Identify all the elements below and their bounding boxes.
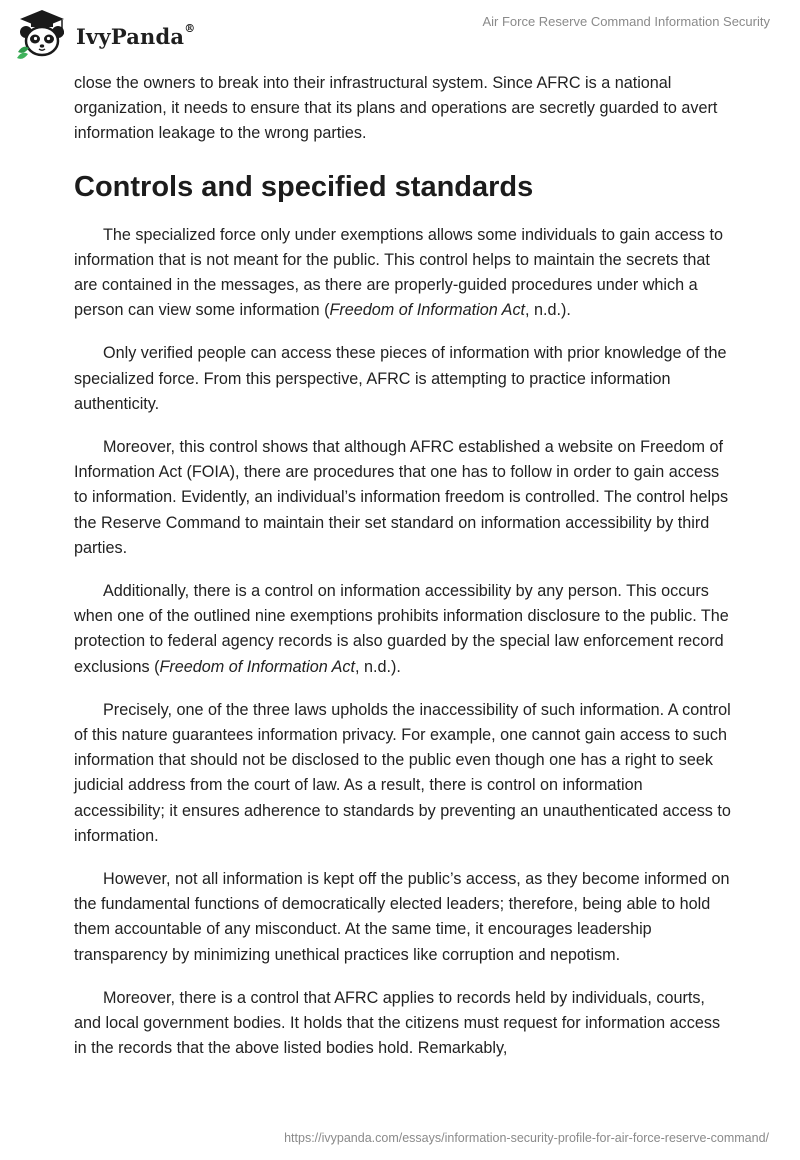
panda-graduate-icon — [14, 8, 70, 60]
brand-name: IvyPanda® — [76, 21, 196, 49]
ivypanda-logo[interactable] — [14, 8, 195, 60]
document-title: Air Force Reserve Command Information Security — [482, 14, 770, 29]
citation: Freedom of Information Act — [159, 657, 355, 676]
paragraph-3: Moreover, this control shows that although AFRC established a website on Freedom of Information Act (FOIA), there are procedures that one has to follow in order to gain access to information. Evidently, an individual’s information freedom is controlled. The control helps the Reserve Command to maintain their set standard on information accessibility by third parties. — [74, 438, 729, 557]
essay-body — [74, 71, 734, 1080]
paragraph-2: Only verified people can access these pieces of information with prior knowledge of the specialized force. From this perspective, AFRC is attempting to practice information authenticity. — [74, 344, 727, 413]
citation: Freedom of Information Act — [329, 301, 526, 320]
paragraph-6: However, not all information is kept off the public’s access, as they become informed on the fundamental functions of democratically elected leaders; therefore, being able to hold them accountable of any misconduct. At the same time, it encourages leadership transparency by minimizing unethical practices like corruption and nepotism. — [74, 870, 730, 964]
paragraph-7: Moreover, there is a control that AFRC applies to records held by individuals, courts, and local government bodies. It holds that the citizens must request for information access in the records that the above listed bodies hold. Remarkably, — [74, 988, 721, 1058]
paragraph-1: The specialized force only under exemptions allows some individuals to gain access to information that is not meant for the public. This control helps to maintain the secrets that are contained in the messages, as there are properly-guided procedures under which a person can view some information (Freedom of Information Act, n.d.). — [74, 225, 723, 320]
paragraph-4: Additionally, there is a control on information accessibility by any person. This occurs when one of the outlined nine exemptions prohibits information disclosure to the public. The protection to federal agency records is also guarded by the special law enforcement record exclusions (Freedom of Information Act, n.d.). — [74, 582, 729, 676]
paragraph-5: Precisely, one of the three laws upholds the inaccessibility of such information. A control of this nature guarantees information privacy. For example, one cannot gain access to such information that should not be disclosed to the public even though one has a right to seek judicial address from the court of law. As a result, there is control on information accessibility; it ensures adherence to standards by preventing an unauthenticated access to information. — [74, 700, 731, 845]
section-heading: Controls and specified standards — [74, 170, 534, 203]
registered-mark: ® — [184, 21, 196, 35]
source-url-link[interactable]: https://ivypanda.com/essays/information-security-profile-for-air-force-reserve-command/ — [284, 1131, 769, 1145]
intro-paragraph: close the owners to break into their infrastructural system. Since AFRC is a national organization, it needs to ensure that its plans and operations are secretly guarded to avert information leakage to the wrong parties. — [74, 74, 718, 143]
page-header — [0, 0, 800, 70]
